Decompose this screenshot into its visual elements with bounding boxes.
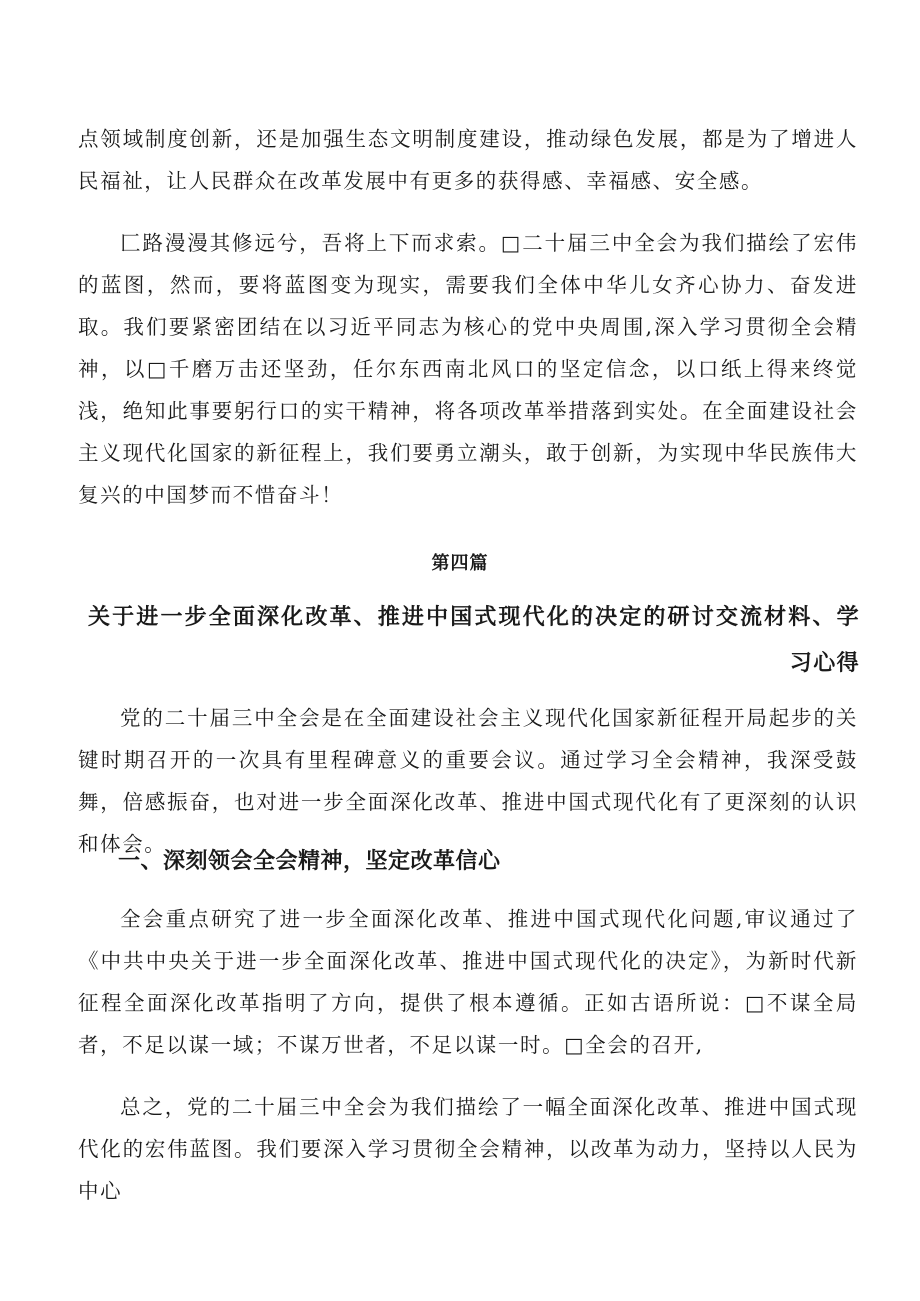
paragraph-section-1: 全会重点研究了进一步全面深化改革、推进中国式现代化问题,审议通过了《中共中央关于进一步全面深化改革、推进中国式现代化的决定》，为新时代新征程全面深化改革指明了方向，提供了根本遵循。正如古语所说：□不谋全局者，不足以谋一域；不谋万世者，不足以谋一时。□全会的召开,: [78, 907, 858, 1057]
chapter-label: 第四篇: [431, 553, 489, 574]
paragraph-summary: 总之，党的二十届三中全会为我们描绘了一幅全面深化改革、推进中国式现代化的宏伟蓝图。我们要深入学习贯彻全会精神，以改革为动力，坚持以人民为中心: [78, 1095, 858, 1203]
paragraph-opening: 党的二十届三中全会是在全面建设社会主义现代化国家新征程开局起步的关键时期召开的一次具有里程碑意义的重要会议。通过学习全会精神，我深受鼓舞，倍感振奋，也对进一步全面深化改革、推进中国式现代化有了更深刻的认识和体会。: [78, 706, 858, 856]
paragraph-intro-continuation: 点领域制度创新，还是加强生态文明制度建设，推动绿色发展，都是为了增进人民福祉，让人民群众在改革发展中有更多的获得感、幸福感、安全感。: [78, 127, 858, 193]
paragraph-closing: 匚路漫漫其修远兮，吾将上下而求索。□二十届三中全会为我们描绘了宏伟的蓝图，然而，要将蓝图变为现实，需要我们全体中华儿女齐心协力、奋发进取。我们要紧密团结在以习近平同志为核心的党中央周围,深入学习贯彻全会精神，以□千磨万击还坚劲，任尔东西南北风口的坚定信念，以口纸上得来终觉浅，绝知此事要躬行口的实干精神，将各项改革举措落到实处。在全面建设社会主义现代化国家的新征程上，我们要勇立潮头，敢于创新，为实现中华民族伟大复兴的中国梦而不惜奋斗！: [78, 231, 858, 507]
section-heading-1: 一、深刻领会全会精神，坚定改革信心: [118, 849, 501, 874]
article-title: 关于进一步全面深化改革、推进中国式现代化的决定的研讨交流材料、学习心得: [88, 604, 860, 676]
